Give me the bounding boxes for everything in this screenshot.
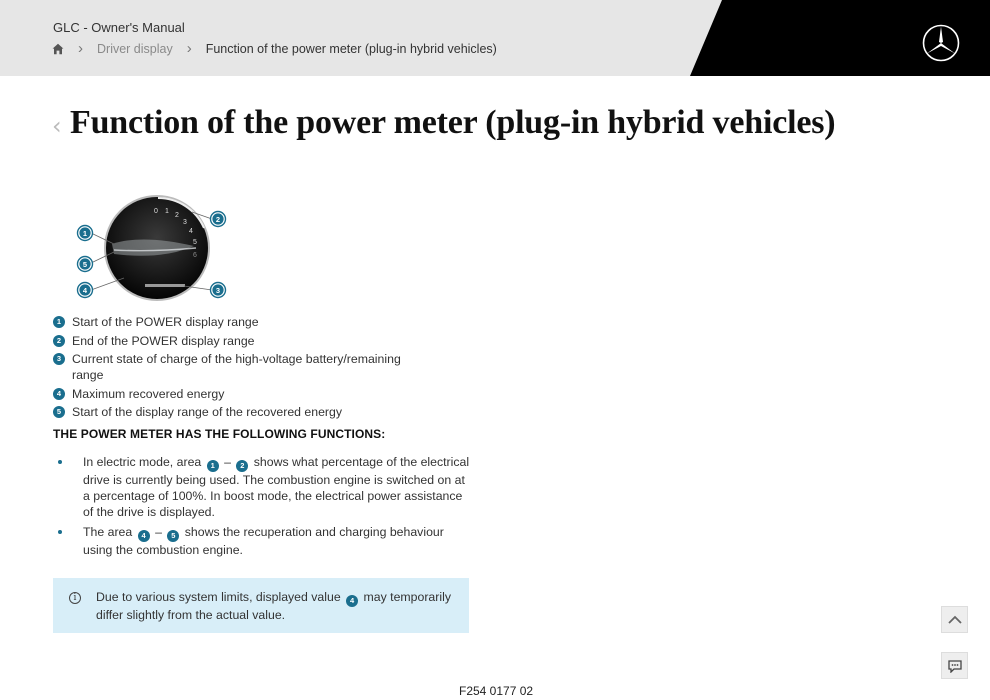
power-meter-illustration: [72, 190, 237, 310]
text: The area: [83, 525, 133, 539]
breadcrumb-current: Function of the power meter (plug-in hybrid vehicles): [205, 42, 497, 56]
svg-text:4: 4: [82, 285, 88, 295]
legend-text: Current state of charge of the high-voltage battery/remaining range: [72, 352, 401, 382]
legend-text: End of the POWER display range: [72, 333, 255, 348]
legend-text: Maximum recovered energy: [72, 386, 225, 401]
legend-item: [53, 351, 413, 383]
number-badge: 5: [167, 530, 179, 542]
info-text: [96, 589, 456, 623]
legend-text: Start of the POWER display range: [72, 315, 259, 329]
text: In electric mode, area: [83, 455, 202, 469]
callout-1: [78, 226, 93, 241]
mercedes-star-logo[interactable]: [921, 23, 961, 63]
svg-text:5: 5: [82, 259, 88, 269]
section-heading: THE POWER METER HAS THE FOLLOWING FUNCTIONS:: [53, 427, 386, 441]
number-badge: 1: [207, 460, 219, 472]
gauge-number: 5: [193, 239, 197, 246]
svg-text:1: 1: [82, 228, 88, 238]
svg-text:3: 3: [215, 285, 221, 295]
page-title: Function of the power meter (plug-in hybrid vehicles): [70, 104, 836, 141]
breadcrumb-link-driver-display[interactable]: Driver display: [97, 42, 173, 56]
text: Due to various system limits, displayed value: [96, 590, 341, 604]
gauge-number: 6: [193, 252, 197, 259]
text: –: [224, 455, 231, 469]
number-badge: 1: [53, 316, 65, 328]
number-badge: 5: [53, 406, 65, 418]
home-icon[interactable]: [52, 43, 64, 55]
legend-item: [53, 314, 413, 330]
number-badge: 2: [236, 460, 248, 472]
figure-legend: [53, 314, 413, 423]
chevron-right-icon: ›: [78, 40, 83, 57]
text: –: [155, 525, 162, 539]
gauge-number: 0: [154, 208, 158, 215]
number-badge: 4: [138, 530, 150, 542]
scroll-to-top-button[interactable]: [941, 606, 968, 633]
info-icon: i: [69, 592, 81, 604]
breadcrumb: [52, 42, 497, 56]
figure-code: F254 0177 02: [459, 684, 534, 698]
text: shows the recuperation and charging behaviour using the combustion engine.: [83, 525, 444, 557]
callout-2: [211, 212, 226, 227]
callout-4: [78, 283, 93, 298]
bullet-dot: [58, 460, 62, 464]
text: may temporarily differ slightly from the actual value.: [96, 590, 451, 622]
info-note: [53, 578, 469, 633]
gauge-number: 3: [183, 219, 187, 226]
gauge-number: 1: [165, 208, 169, 215]
back-chevron-icon[interactable]: ‹: [52, 112, 62, 140]
number-badge: 4: [346, 595, 358, 607]
list-item: [53, 454, 473, 520]
gauge-number: 4: [189, 228, 193, 235]
chat-button[interactable]: [941, 652, 968, 679]
legend-item: [53, 404, 413, 420]
chevron-right-icon: ›: [186, 40, 192, 57]
list-item: [53, 524, 473, 558]
gauge-number: 2: [175, 212, 179, 219]
number-badge: 3: [53, 353, 65, 365]
svg-text:2: 2: [215, 214, 221, 224]
app-title: GLC - Owner's Manual: [53, 20, 185, 35]
callout-3: [211, 283, 226, 298]
legend-text: Start of the display range of the recovered energy: [72, 405, 343, 419]
chat-icon: [947, 659, 963, 673]
text: shows what percentage of the electrical drive is currently being used. The combustion engine is switched on at a percentage of 100%. In boost mode, the electrical power assistance of the drive is displayed.: [83, 455, 470, 519]
chevron-up-icon: [947, 615, 963, 625]
number-badge: 4: [53, 388, 65, 400]
bullet-dot: [58, 530, 62, 534]
legend-item: [53, 333, 413, 349]
number-badge: 2: [53, 335, 65, 347]
callout-5: [78, 257, 93, 272]
legend-item: [53, 386, 413, 402]
functions-list: [53, 454, 473, 562]
